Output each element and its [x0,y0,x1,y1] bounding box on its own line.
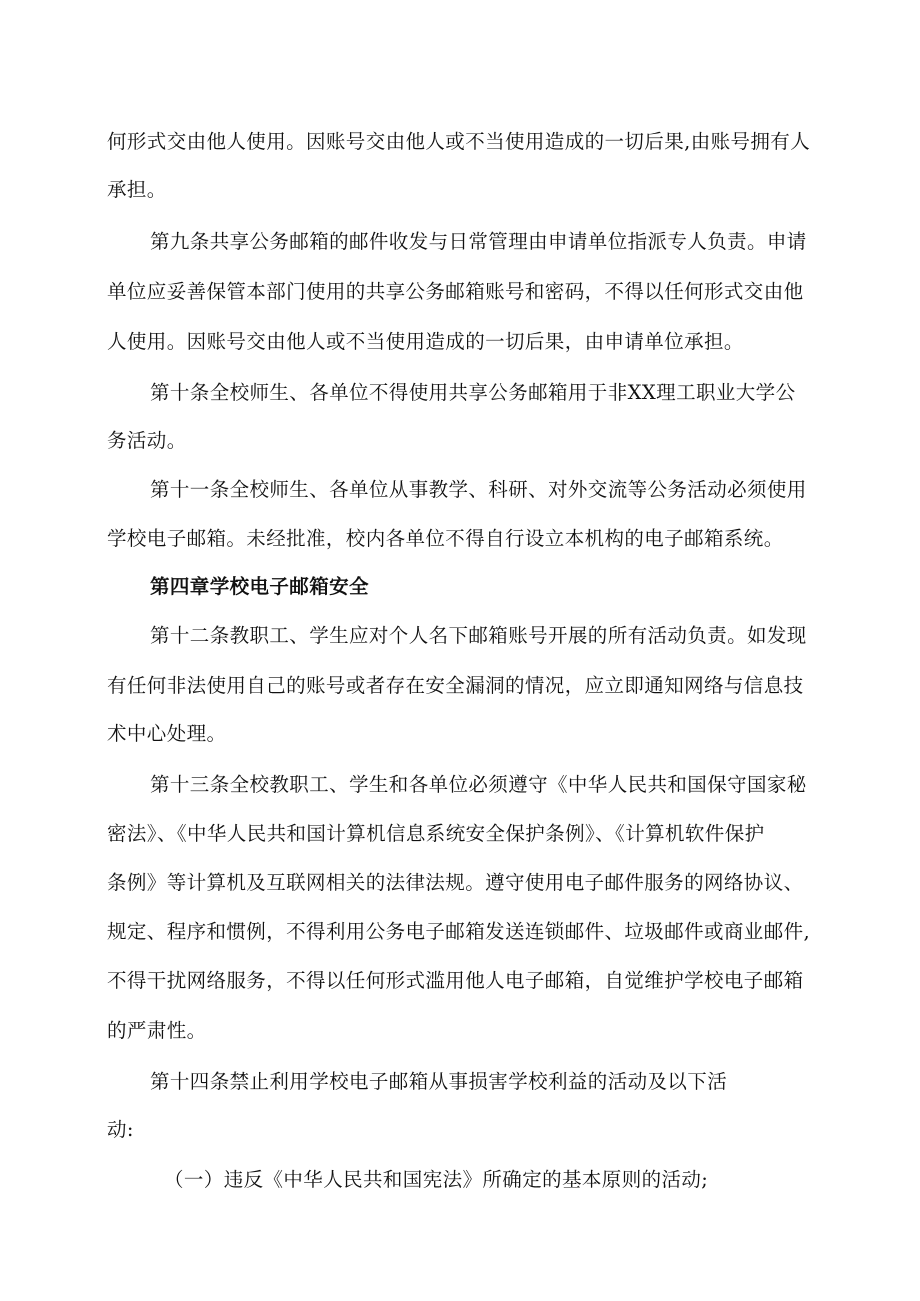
paragraph-line: 动: [107,1118,134,1141]
paragraph-line: 第十三条全校教职工、学生和各单位必须遵守《中华人民共和国保守国家秘 [150,773,807,796]
paragraph-line: 条例》等计算机及互联网相关的法律法规。遵守使用电子邮件服务的网络协议、 [107,871,804,894]
chapter-heading: 第四章学校电子邮箱安全 [150,575,369,598]
paragraph-line: 规定、程序和惯例，不得利用公务电子邮箱发送连锁邮件、垃圾邮件或商业邮件, [107,920,811,943]
paragraph-line: 第十二条教职工、学生应对个人名下邮箱账号开展的所有活动负责。如发现 [150,624,807,647]
paragraph-line: 学校电子邮箱。未经批准，校内各单位不得自行设立本机构的电子邮箱系统。 [107,527,784,550]
paragraph-line: 术中心处理。 [107,722,227,745]
paragraph-line: 务活动。 [107,429,187,452]
paragraph-line: 第十四条禁止利用学校电子邮箱从事损害学校利益的活动及以下活 [150,1070,728,1093]
paragraph-line: 的严肃性。 [107,1019,207,1042]
list-item-line: （一）违反《中华人民共和国宪法》所确定的基本原则的活动; [164,1168,709,1191]
paragraph-line: 第九条共享公务邮箱的邮件收发与日常管理由申请单位指派专人负责。申请 [150,230,807,253]
paragraph-line: 第十条全校师生、各单位不得使用共享公务邮箱用于非XX理工职业大学公 [150,381,796,404]
paragraph-line: 不得干扰网络服务，不得以任何形式滥用他人电子邮箱，自觉维护学校电子邮箱 [107,969,804,992]
paragraph-line: 单位应妥善保管本部门使用的共享公务邮箱账号和密码，不得以任何形式交由他 [107,280,804,303]
paragraph-line: 人使用。因账号交由他人或不当使用造成的一切后果，由申请单位承担。 [107,330,744,353]
paragraph-line: 第十一条全校师生、各单位从事教学、科研、对外交流等公务活动必须使用 [150,478,807,501]
paragraph-line: 密法》、《中华人民共和国计算机信息系统安全保护条例》、《计算机软件保护 [107,822,765,845]
paragraph-line: 有任何非法使用自己的账号或者存在安全漏洞的情况，应立即通知网络与信息技 [107,674,804,697]
paragraph-line: 何形式交由他人使用。因账号交由他人或不当使用造成的一切后果,由账号拥有人 [107,130,811,153]
paragraph-line: 承担。 [107,178,167,201]
